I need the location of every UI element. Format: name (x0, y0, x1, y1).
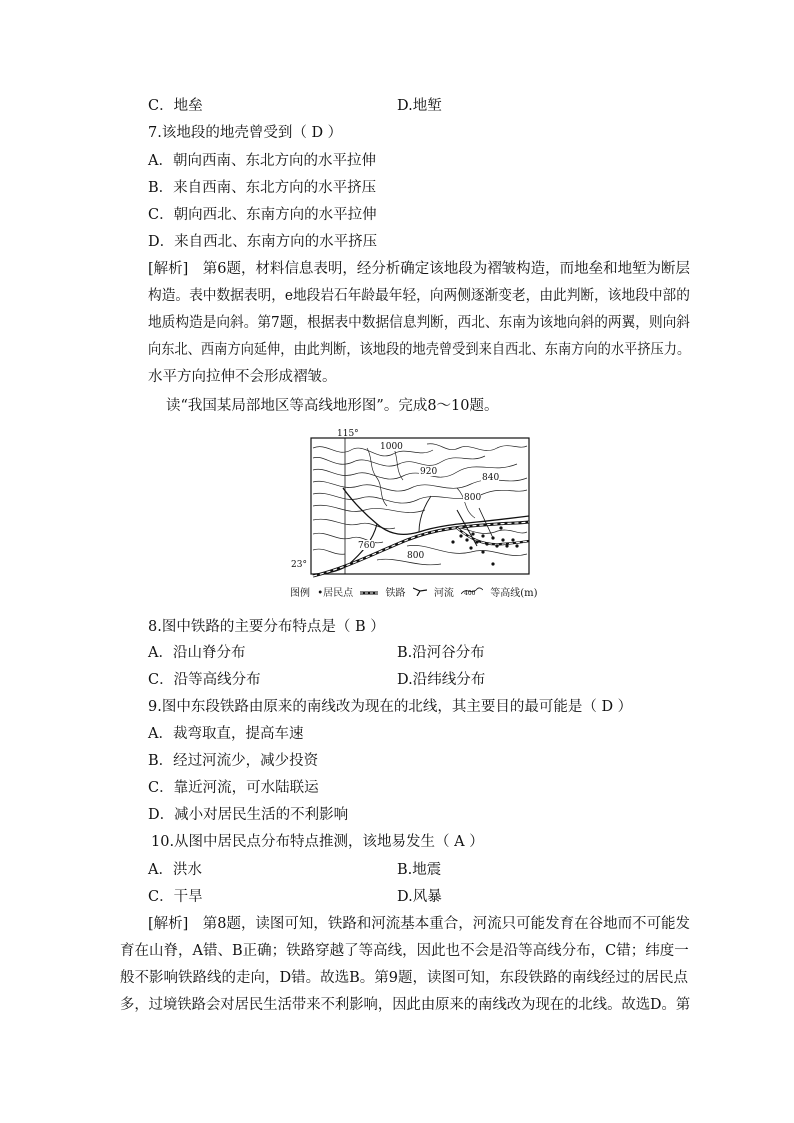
q7-stem: 7.该地段的地壳曾受到（ D ） (148, 125, 343, 141)
q7-option-a: A．朝向西南、东北方向的水平拉伸 (148, 153, 376, 169)
map-intro: 读“我国某局部地区等高线地形图”。完成8～10题。 (166, 398, 499, 414)
q8-option-a: A．沿山脊分布 (148, 645, 246, 661)
contour-label-800a: 800 (464, 493, 482, 503)
q8-option-d: D.沿纬线分布 (397, 672, 486, 688)
analysis2-line1: [解析] 第8题，读图可知，铁路和河流基本重合，河流只可能发育在谷地而不可能发 (148, 916, 691, 932)
q9-option-b: B．经过河流少，减少投资 (148, 753, 319, 769)
analysis1-line1: [解析] 第6题，材料信息表明，经分析确定该地段为褶皱构造，而地垒和地堑为断层 (148, 261, 691, 277)
lon-label: 115° (337, 429, 359, 439)
q10-option-d: D.风暴 (397, 889, 442, 905)
contour-map (307, 428, 533, 580)
analysis2-line4: 多，过境铁路会对居民生活带来不利影响，因此由原来的南线改为现在的北线。故选D。第 (120, 997, 691, 1013)
contour-label-920: 920 (420, 467, 438, 477)
legend-railway: 铁路 (385, 588, 406, 599)
q8-stem: 8.图中铁路的主要分布特点是（ B ） (148, 619, 385, 635)
legend-river: 河流 (433, 588, 454, 599)
q8-option-c: C．沿等高线分布 (148, 672, 261, 688)
q9-option-d: D．减小对居民生活的不利影响 (148, 807, 349, 823)
q7-option-d: D．来自西北、东南方向的水平挤压 (148, 234, 378, 250)
contour-label-840: 840 (482, 473, 500, 483)
analysis1-line2: 构造。表中数据表明，e地段岩石年龄最年轻，向两侧逐渐变老，由此判断，该地段中部的 (148, 288, 690, 304)
legend-contour: 等高线(m) (490, 588, 538, 599)
q9-option-c: C．靠近河流，可水陆联运 (148, 780, 319, 796)
q8-option-b: B.沿河谷分布 (397, 645, 485, 661)
q10-option-a: A．洪水 (148, 862, 202, 878)
q7-option-c: C．朝向西北、东南方向的水平拉伸 (148, 207, 377, 223)
q7-option-b: B．来自西南、东北方向的水平挤压 (148, 180, 377, 196)
analysis2-line2: 育在山脊，A错、B正确；铁路穿越了等高线，因此也不会是沿等高线分布，C错；纬度一 (120, 943, 689, 959)
map-legend (290, 586, 542, 601)
legend-river-icon (413, 588, 430, 599)
q6-option-d: D.地堑 (397, 98, 442, 114)
q9-option-a: A．裁弯取直，提高车速 (148, 726, 304, 742)
contour-label-1000: 1000 (380, 442, 403, 452)
lat-label-outside: 23° (291, 560, 307, 570)
analysis2-line3: 般不影响铁路线的走向，D错。故选B。第9题，读图可知，东段铁路的南线经过的居民点 (120, 970, 689, 986)
analysis1-line3: 地质构造是向斜。第7题，根据表中数据信息判断，西北、东南为该地向斜的两翼，则向斜 (148, 315, 690, 331)
analysis1-line5: 水平方向拉伸不会形成褶皱。 (148, 369, 337, 385)
q9-stem: 9.图中东段铁路由原来的南线改为现在的北线，其主要目的最可能是（ D ） (148, 699, 633, 715)
analysis1-line4: 向东北、西南方向延伸，由此判断，该地段的地壳曾受到来自西北、东南方向的水平挤压力。 (148, 342, 691, 358)
legend-contour-icon (461, 588, 486, 599)
contour-label-800b: 800 (407, 551, 425, 561)
svg-text:400: 400 (464, 590, 476, 596)
q10-option-b: B.地震 (397, 862, 442, 878)
contour-label-760: 760 (358, 541, 376, 551)
legend-railway-icon (360, 588, 381, 599)
legend-settlement: •居民点 (317, 588, 354, 599)
legend-title: 图例 (290, 588, 310, 599)
q6-option-c: C．地垒 (148, 98, 203, 114)
q10-stem: 10.从图中居民点分布特点推测，该地易发生（ A ） (151, 834, 484, 850)
q10-option-c: C．干旱 (148, 889, 203, 905)
